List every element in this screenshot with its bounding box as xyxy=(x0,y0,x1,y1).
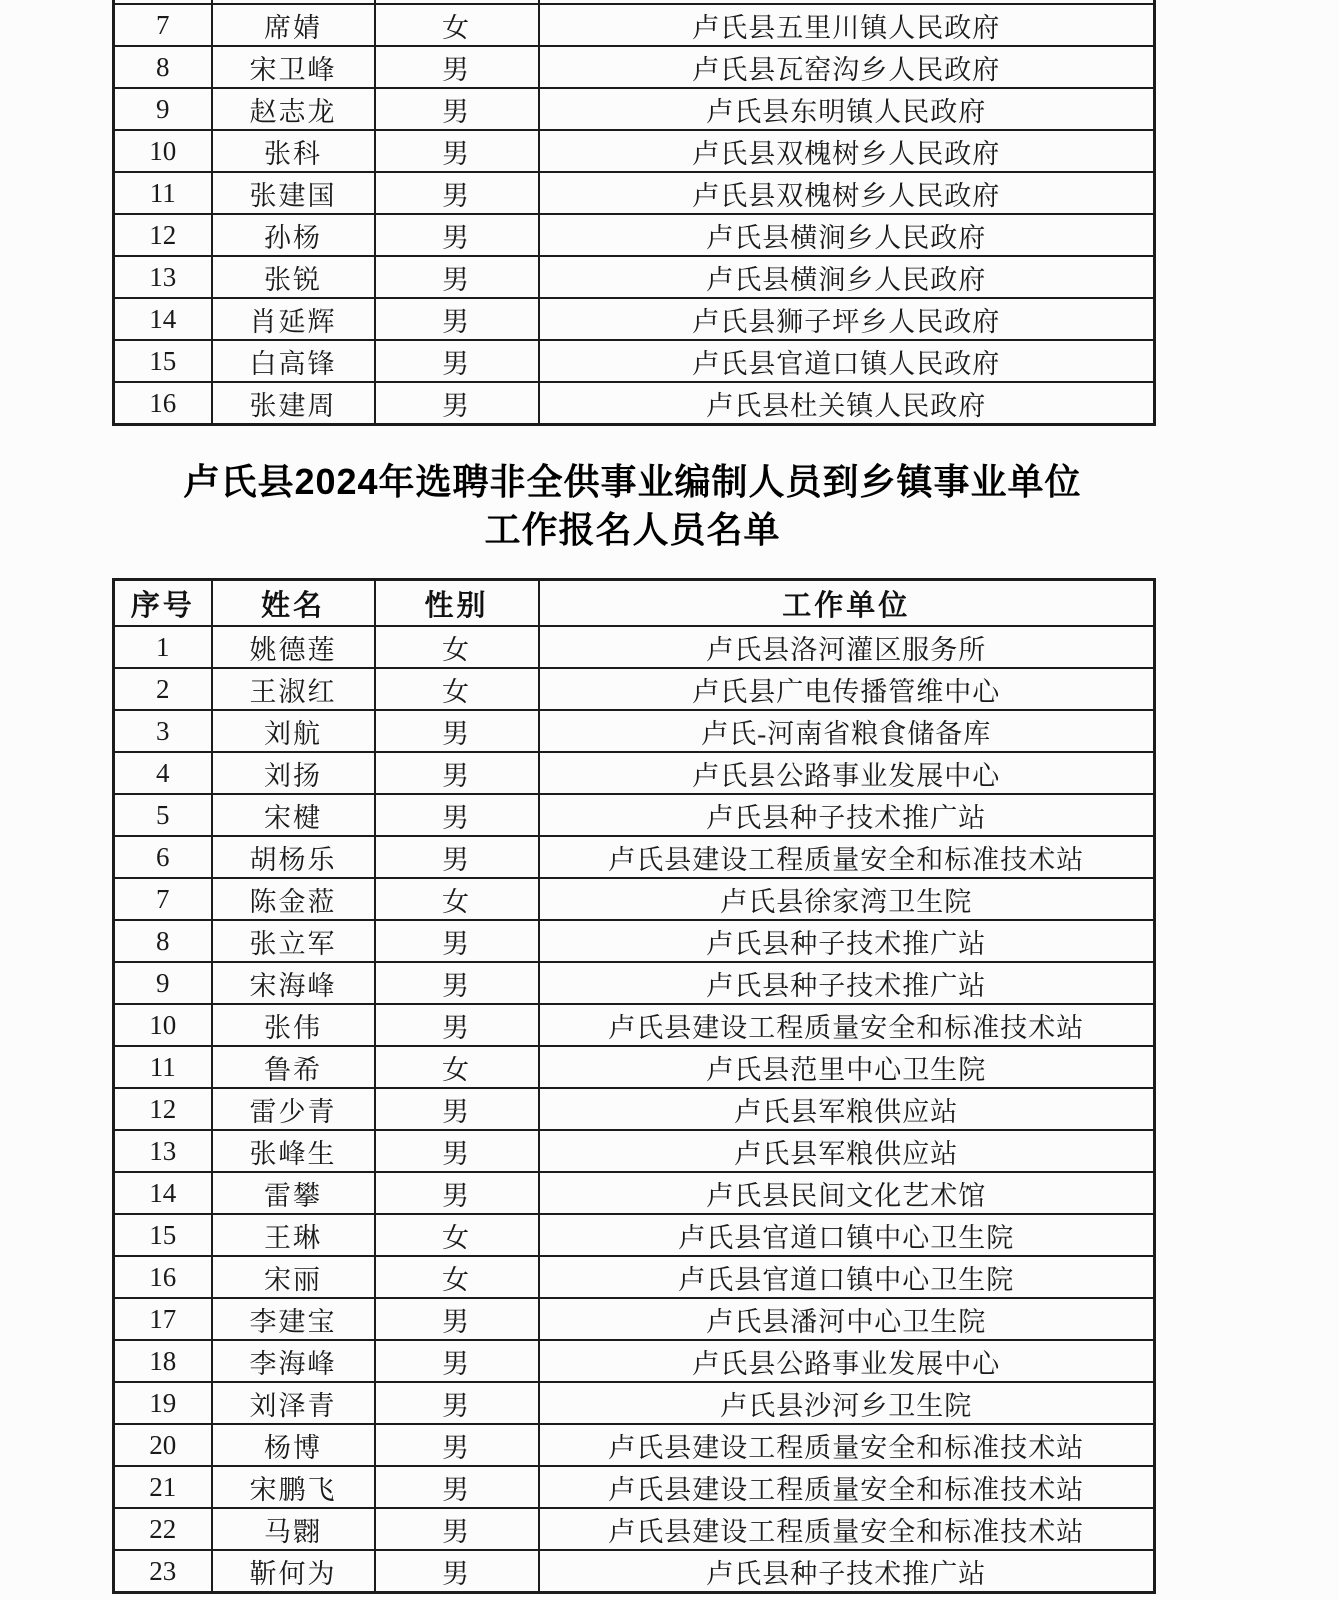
header-serial: 序号 xyxy=(114,580,212,627)
table-row xyxy=(114,1298,1155,1340)
unit-cell: 卢氏县杜关镇人民政府 xyxy=(539,382,1155,425)
page-title xyxy=(112,458,1153,554)
table-row xyxy=(114,878,1155,920)
name-cell: 赵志龙 xyxy=(212,88,375,130)
table-row xyxy=(114,1466,1155,1508)
serial-cell: 13 xyxy=(114,1130,212,1172)
serial-cell: 2 xyxy=(114,668,212,710)
unit-cell: 卢氏县瓦窑沟乡人民政府 xyxy=(539,46,1155,88)
name-cell: 孙杨 xyxy=(212,214,375,256)
serial-cell: 8 xyxy=(114,920,212,962)
table-row xyxy=(114,626,1155,668)
applicants-table-lower xyxy=(112,578,1156,1594)
unit-cell: 卢氏县横涧乡人民政府 xyxy=(539,256,1155,298)
gender-cell: 男 xyxy=(375,710,539,752)
serial-cell: 22 xyxy=(114,1508,212,1550)
name-cell: 白高锋 xyxy=(212,340,375,382)
serial-cell: 9 xyxy=(114,962,212,1004)
table-row xyxy=(114,752,1155,794)
name-cell: 雷攀 xyxy=(212,1172,375,1214)
table-row xyxy=(114,340,1155,382)
serial-cell: 23 xyxy=(114,1550,212,1593)
unit-cell: 卢氏县建设工程质量安全和标准技术站 xyxy=(539,1508,1155,1550)
name-cell: 王淑红 xyxy=(212,668,375,710)
serial-cell: 10 xyxy=(114,130,212,172)
name-cell: 李海峰 xyxy=(212,1340,375,1382)
serial-cell: 12 xyxy=(114,1088,212,1130)
table-row xyxy=(114,1172,1155,1214)
serial-cell: 21 xyxy=(114,1466,212,1508)
name-cell: 刘泽青 xyxy=(212,1382,375,1424)
table-row xyxy=(114,920,1155,962)
name-cell: 宋卫峰 xyxy=(212,46,375,88)
gender-cell: 男 xyxy=(375,1172,539,1214)
serial-cell: 12 xyxy=(114,214,212,256)
name-cell: 宋鹏飞 xyxy=(212,1466,375,1508)
name-cell: 陈金蒞 xyxy=(212,878,375,920)
table-row xyxy=(114,710,1155,752)
applicants-table-upper xyxy=(112,0,1156,426)
header-name: 姓名 xyxy=(212,580,375,627)
serial-cell: 5 xyxy=(114,794,212,836)
unit-cell: 卢氏县军粮供应站 xyxy=(539,1130,1155,1172)
gender-cell: 男 xyxy=(375,130,539,172)
unit-cell: 卢氏县官道口镇中心卫生院 xyxy=(539,1214,1155,1256)
gender-cell: 男 xyxy=(375,298,539,340)
gender-cell: 女 xyxy=(375,1256,539,1298)
unit-cell: 卢氏县种子技术推广站 xyxy=(539,920,1155,962)
unit-cell: 卢氏县横涧乡人民政府 xyxy=(539,214,1155,256)
gender-cell: 女 xyxy=(375,626,539,668)
name-cell: 张建周 xyxy=(212,382,375,425)
name-cell: 靳何为 xyxy=(212,1550,375,1593)
table-row xyxy=(114,382,1155,425)
name-cell: 雷少青 xyxy=(212,1088,375,1130)
table-row xyxy=(114,172,1155,214)
serial-cell: 4 xyxy=(114,752,212,794)
gender-cell: 男 xyxy=(375,1130,539,1172)
unit-cell: 卢氏县双槐树乡人民政府 xyxy=(539,130,1155,172)
unit-cell: 卢氏县双槐树乡人民政府 xyxy=(539,172,1155,214)
table-row xyxy=(114,1088,1155,1130)
name-cell: 张伟 xyxy=(212,1004,375,1046)
table-row xyxy=(114,1130,1155,1172)
name-cell: 席婧 xyxy=(212,4,375,46)
table-row xyxy=(114,962,1155,1004)
table-row xyxy=(114,1214,1155,1256)
serial-cell: 16 xyxy=(114,1256,212,1298)
gender-cell: 男 xyxy=(375,1508,539,1550)
table-row xyxy=(114,668,1155,710)
serial-cell: 14 xyxy=(114,298,212,340)
unit-cell: 卢氏县五里川镇人民政府 xyxy=(539,4,1155,46)
serial-cell: 9 xyxy=(114,88,212,130)
name-cell: 马翾 xyxy=(212,1508,375,1550)
gender-cell: 男 xyxy=(375,382,539,425)
unit-cell: 卢氏县民间文化艺术馆 xyxy=(539,1172,1155,1214)
table-row xyxy=(114,46,1155,88)
name-cell: 肖延辉 xyxy=(212,298,375,340)
unit-cell: 卢氏-河南省粮食储备库 xyxy=(539,710,1155,752)
table-row xyxy=(114,1382,1155,1424)
serial-cell: 7 xyxy=(114,4,212,46)
gender-cell: 男 xyxy=(375,794,539,836)
gender-cell: 男 xyxy=(375,46,539,88)
page-title-line1: 卢氏县2024年选聘非全供事业编制人员到乡镇事业单位 xyxy=(183,461,1082,502)
name-cell: 刘扬 xyxy=(212,752,375,794)
serial-cell: 14 xyxy=(114,1172,212,1214)
serial-cell: 18 xyxy=(114,1340,212,1382)
gender-cell: 女 xyxy=(375,1214,539,1256)
gender-cell: 男 xyxy=(375,1088,539,1130)
name-cell: 宋海峰 xyxy=(212,962,375,1004)
name-cell: 张建国 xyxy=(212,172,375,214)
serial-cell: 15 xyxy=(114,1214,212,1256)
unit-cell: 卢氏县种子技术推广站 xyxy=(539,1550,1155,1593)
unit-cell: 卢氏县种子技术推广站 xyxy=(539,962,1155,1004)
unit-cell: 卢氏县公路事业发展中心 xyxy=(539,1340,1155,1382)
serial-cell: 13 xyxy=(114,256,212,298)
serial-cell: 15 xyxy=(114,340,212,382)
gender-cell: 男 xyxy=(375,214,539,256)
gender-cell: 男 xyxy=(375,1382,539,1424)
serial-cell: 8 xyxy=(114,46,212,88)
table-row xyxy=(114,298,1155,340)
gender-cell: 女 xyxy=(375,1046,539,1088)
gender-cell: 男 xyxy=(375,920,539,962)
header-row xyxy=(114,580,1155,627)
name-cell: 张峰生 xyxy=(212,1130,375,1172)
gender-cell: 男 xyxy=(375,1340,539,1382)
name-cell: 李建宝 xyxy=(212,1298,375,1340)
table-row xyxy=(114,1340,1155,1382)
gender-cell: 男 xyxy=(375,256,539,298)
table-row xyxy=(114,1508,1155,1550)
gender-cell: 男 xyxy=(375,1424,539,1466)
unit-cell: 卢氏县广电传播管维中心 xyxy=(539,668,1155,710)
gender-cell: 女 xyxy=(375,878,539,920)
unit-cell: 卢氏县官道口镇中心卫生院 xyxy=(539,1256,1155,1298)
serial-cell: 11 xyxy=(114,1046,212,1088)
serial-cell: 10 xyxy=(114,1004,212,1046)
table-row xyxy=(114,1046,1155,1088)
serial-cell: 1 xyxy=(114,626,212,668)
gender-cell: 男 xyxy=(375,88,539,130)
table-row xyxy=(114,214,1155,256)
unit-cell: 卢氏县建设工程质量安全和标准技术站 xyxy=(539,836,1155,878)
gender-cell: 男 xyxy=(375,1466,539,1508)
gender-cell: 男 xyxy=(375,962,539,1004)
header-unit: 工作单位 xyxy=(539,580,1155,627)
unit-cell: 卢氏县徐家湾卫生院 xyxy=(539,878,1155,920)
unit-cell: 卢氏县军粮供应站 xyxy=(539,1088,1155,1130)
gender-cell: 男 xyxy=(375,1004,539,1046)
table-row xyxy=(114,836,1155,878)
unit-cell: 卢氏县东明镇人民政府 xyxy=(539,88,1155,130)
header-gender: 性别 xyxy=(375,580,539,627)
table-row xyxy=(114,256,1155,298)
name-cell: 王琳 xyxy=(212,1214,375,1256)
gender-cell: 男 xyxy=(375,1298,539,1340)
gender-cell: 男 xyxy=(375,1550,539,1593)
unit-cell: 卢氏县官道口镇人民政府 xyxy=(539,340,1155,382)
unit-cell: 卢氏县范里中心卫生院 xyxy=(539,1046,1155,1088)
unit-cell: 卢氏县公路事业发展中心 xyxy=(539,752,1155,794)
table-row xyxy=(114,1004,1155,1046)
table-row xyxy=(114,1424,1155,1466)
serial-cell: 17 xyxy=(114,1298,212,1340)
gender-cell: 男 xyxy=(375,836,539,878)
serial-cell: 3 xyxy=(114,710,212,752)
page-title-line2: 工作报名人员名单 xyxy=(484,509,781,550)
table-row xyxy=(114,794,1155,836)
unit-cell: 卢氏县建设工程质量安全和标准技术站 xyxy=(539,1004,1155,1046)
gender-cell: 男 xyxy=(375,752,539,794)
name-cell: 张科 xyxy=(212,130,375,172)
unit-cell: 卢氏县沙河乡卫生院 xyxy=(539,1382,1155,1424)
serial-cell: 20 xyxy=(114,1424,212,1466)
name-cell: 宋丽 xyxy=(212,1256,375,1298)
unit-cell: 卢氏县建设工程质量安全和标准技术站 xyxy=(539,1466,1155,1508)
gender-cell: 女 xyxy=(375,4,539,46)
name-cell: 鲁希 xyxy=(212,1046,375,1088)
serial-cell: 16 xyxy=(114,382,212,425)
gender-cell: 女 xyxy=(375,668,539,710)
table-row xyxy=(114,1256,1155,1298)
unit-cell: 卢氏县建设工程质量安全和标准技术站 xyxy=(539,1424,1155,1466)
table-row xyxy=(114,4,1155,46)
table-row xyxy=(114,88,1155,130)
serial-cell: 6 xyxy=(114,836,212,878)
unit-cell: 卢氏县狮子坪乡人民政府 xyxy=(539,298,1155,340)
table-row xyxy=(114,1550,1155,1593)
table-row xyxy=(114,130,1155,172)
name-cell: 胡杨乐 xyxy=(212,836,375,878)
name-cell: 杨博 xyxy=(212,1424,375,1466)
serial-cell: 7 xyxy=(114,878,212,920)
serial-cell: 11 xyxy=(114,172,212,214)
name-cell: 刘航 xyxy=(212,710,375,752)
gender-cell: 男 xyxy=(375,172,539,214)
unit-cell: 卢氏县种子技术推广站 xyxy=(539,794,1155,836)
name-cell: 宋楗 xyxy=(212,794,375,836)
name-cell: 张锐 xyxy=(212,256,375,298)
name-cell: 张立军 xyxy=(212,920,375,962)
gender-cell: 男 xyxy=(375,340,539,382)
unit-cell: 卢氏县洛河灌区服务所 xyxy=(539,626,1155,668)
serial-cell: 19 xyxy=(114,1382,212,1424)
name-cell: 姚德莲 xyxy=(212,626,375,668)
unit-cell: 卢氏县潘河中心卫生院 xyxy=(539,1298,1155,1340)
